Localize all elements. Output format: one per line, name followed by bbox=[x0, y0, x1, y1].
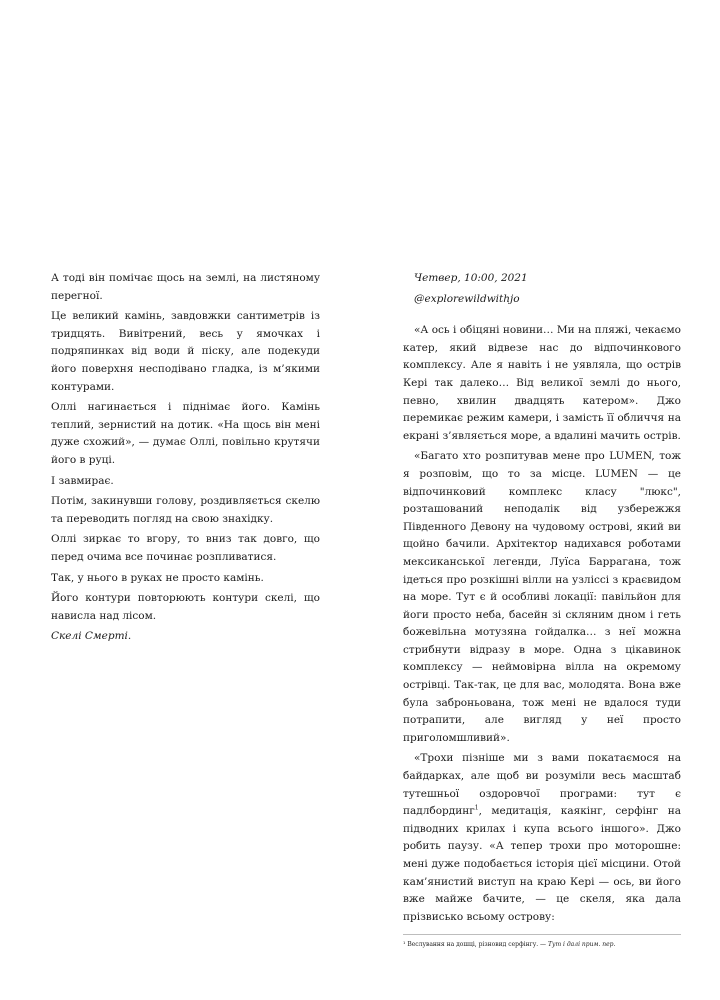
right-paragraph-2: «Багато хто розпитував мене про LUMEN, тож я розповім, що то за місце. LUMEN — це відпочинковий комплекс класу "люкс", розташований неподалік від узбережжя Південного Девону на чудовому острові, який ви щойно бачили. Архітектор надихався роботами мексиканської легенди, Луїса Баррагана, тож ідеться про розкішні вілли на узліссі з краєвидом на море. Тут є й особливі локації: павільйон для йоги просто неба, басейн зі скляним дном і геть божевільна мотузяна гойдалка… з неї можна стрибнути відразу в море. Одна з цікавинок комплексу — неймовірна вілла на окремому острівці. Так-так, це для вас, молодята. Вона вже була заброньована, тож мені не вдалося туди потрапити, але вигляд у неї просто приголомшливий». bbox=[403, 450, 681, 744]
post-timestamp: Четвер, 10:00, 2021 bbox=[414, 272, 528, 284]
left-paragraph-4: І завмирає. bbox=[51, 474, 114, 487]
left-paragraph-8: Його контури повторюють контури скелі, що нависла над лісом. bbox=[51, 592, 320, 622]
footnote-divider bbox=[403, 934, 681, 935]
footnote-italic: Тут і далі прим. пер. bbox=[547, 941, 616, 949]
right-paragraph-3 bbox=[403, 750, 681, 926]
footnote-ref: 1 bbox=[474, 804, 479, 812]
footnote-text: ¹ Веслування на дошці, різновид серфінгу. — bbox=[403, 941, 548, 949]
left-closing-line bbox=[51, 628, 320, 646]
post-meta bbox=[403, 270, 681, 308]
left-paragraph-2: Це великий камінь, завдовжки сантиметрів із тридцять. Вивітрений, весь у ямочках і подряпинках від води й піску, але подекуди його поверхня несподівано гладка, із м’якими контурами. bbox=[51, 310, 320, 393]
left-paragraph-5: Потім, закинувши голову, роздивляється скелю та переводить погляд на свою знахідку. bbox=[51, 495, 320, 525]
left-page bbox=[51, 270, 320, 646]
p3-before-sup: «Трохи пізніше ми з вами покатаємося на байдарках, але щоб ви розуміли весь масштаб тутешньої оздоровчої програми: тут є падлбординг bbox=[403, 752, 681, 818]
post-handle: @explorewildwithjo bbox=[414, 292, 520, 305]
footnote bbox=[403, 940, 681, 949]
left-paragraph-7: Так, у нього в руках не просто камінь. bbox=[51, 571, 264, 584]
left-paragraph-3: Оллі нагинається і піднімає його. Камінь теплий, зернистий на дотик. «На щось він мені дуже схожий», — думає Оллі, повільно крутячи його в руці. bbox=[51, 401, 320, 466]
p3-after-sup: , медитація, каякінг, серфінг на підводних крилах і купа всього іншого». Джо робить паузу. «А тепер трохи про моторошне: мені дуже подобається історія цієї місцини. Отой кам’янистий виступ на краю Кері — ось, ви його вже майже бачите, — це скеля, яка дала прізвисько всьому острову: bbox=[403, 805, 681, 923]
left-paragraph-1: А тоді він помічає щось на землі, на листяному перегної. bbox=[51, 272, 320, 302]
closing-italic: Скелі Смерті. bbox=[51, 630, 132, 643]
right-page bbox=[403, 270, 681, 949]
right-paragraph-1: «А ось і обіцяні новини… Ми на пляжі, чекаємо катер, який відвезе нас до відпочинкового комплексу. Але я навіть і не уявляла, що острів Кері так далеко… Від великої землі до нього, певно, хвилин двадцять катером». Джо перемикає режим камери, і замість її обличчя на екрані з’являється море, а вдалині мачить острів. bbox=[403, 324, 681, 442]
left-paragraph-6: Оллі зиркає то вгору, то вниз так довго, що перед очима все починає розпливатися. bbox=[51, 533, 320, 563]
